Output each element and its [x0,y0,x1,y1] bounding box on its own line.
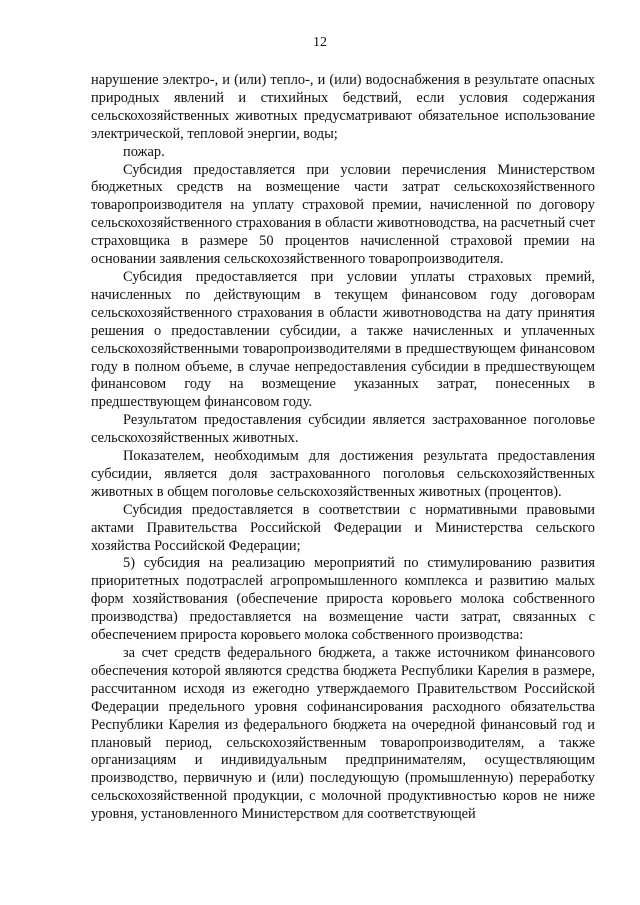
paragraph-9: за счет средств федерального бюджета, а также источником финансового обеспечения которой являются средства бюджета Республики Карелия в размере, рассчитанном исходя из ежегодно утверждаемого Правительством Российской Федерации предельного уровня софинансирования расходного обязательства Республики Карелия из федерального бюджета на очередной финансовый год и плановый период, сельскохозяйственным товаропроизводителям, а также организациям и индивидуальным предпринимателям, осуществляющим производство, первичную и (или) последующую (промышленную) переработку сельскохозяйственной продукции, с молочной продуктивностью коров не ниже уровня, установленного Министерством для соответствующей [91,645,595,823]
paragraph-7: Субсидия предоставляется в соответствии с нормативными правовыми актами Правительства Российской Федерации и Министерства сельского хозяйства Российской Федерации; [91,501,595,554]
paragraph-2: пожар. [123,143,165,160]
paragraph-5: Результатом предоставления субсидии является застрахованное поголовье сельскохозяйственных животных. [91,412,595,447]
paragraph-8: 5) субсидия на реализацию мероприятий по стимулированию развития приоритетных подотраслей агропромышленного комплекса и развитию малых форм хозяйствования (обеспечение прироста коровьего молока собственного производства) предоставляется на возмещение части затрат, связанных с обеспечением прироста коровьего молока собственного производства: [91,555,595,644]
document-body [91,72,595,824]
page-number: 12 [313,35,327,50]
paragraph-3: Субсидия предоставляется при условии перечисления Министерством бюджетных средств на возмещение части затрат сельскохозяйственного товаропроизводителя на уплату страховой премии, начисленной по договору сельскохозяйственного страхования в области животноводства, на расчетный счет страховщика в размере 50 процентов начисленной страховой премии на основании заявления сельскохозяйственного товаропроизводителя. [91,161,595,268]
paragraph-4: Субсидия предоставляется при условии уплаты страховых премий, начисленных по действующим в текущем финансовом году договорам сельскохозяйственного страхования в области животноводства на дату принятия решения о предоставлении субсидии, а также начисленных и уплаченных сельскохозяйственными товаропроизводителями в предшествующем финансовом году в полном объеме, в случае непредоставления субсидии в предшествующем финансовом году на возмещение указанных затрат, понесенных в предшествующем финансовом году. [91,268,595,411]
paragraph-1: нарушение электро-, и (или) тепло-, и (или) водоснабжения в результате опасных природных явлений и стихийных бедствий, если условия содержания сельскохозяйственных животных предусматривают обязательное использование электрической, тепловой энергии, воды; [91,72,595,142]
paragraph-6: Показателем, необходимым для достижения результата предоставления субсидии, является доля застрахованного поголовья сельскохозяйственных животных в общем поголовье сельскохозяйственных животных (процентов). [91,448,595,500]
